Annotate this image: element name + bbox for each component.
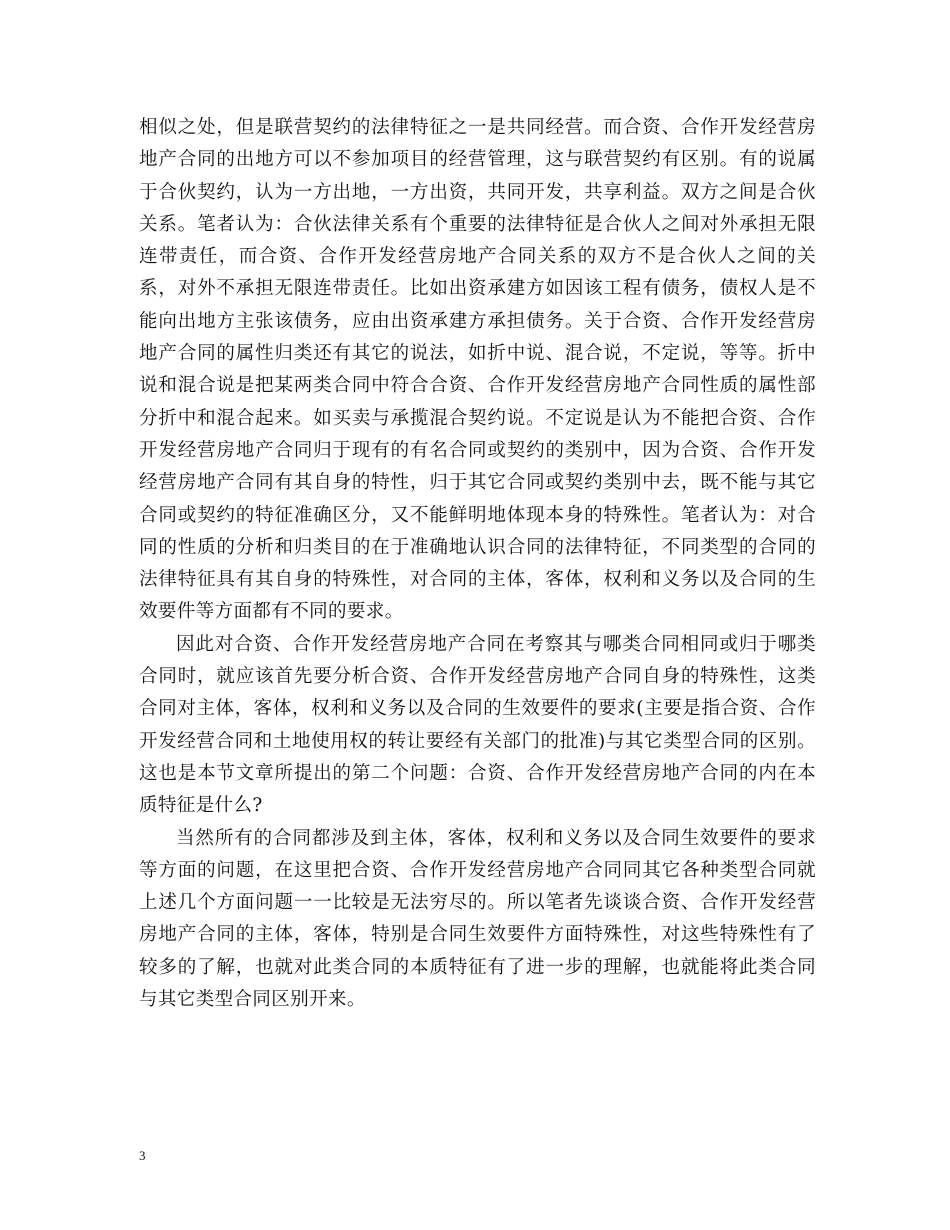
page-number: 3 [139, 1148, 146, 1163]
paragraph-1: 相似之处，但是联营契约的法律特征之一是共同经营。而合资、合作开发经营房地产合同的出地方可以不参加项目的经营管理，这与联营契约有区别。有的说属于合伙契约，认为一方出地，一方出资，共同开发，共享利益。双方之间是合伙关系。笔者认为：合伙法律关系有个重要的法律特征是合伙人之间对外承担无限连带责任，而合资、合作开发经营房地产合同关系的双方不是合伙人之间的关系，对外不承担无限连带责任。比如出资承建方如因该工程有债务，债权人是不能向出地方主张该债务，应由出资承建方承担债务。关于合资、合作开发经营房地产合同的属性归类还有其它的说法，如折中说、混合说，不定说，等等。折中说和混合说是把某两类合同中符合合资、合作开发经营房地产合同性质的属性部分折中和混合起来。如买卖与承揽混合契约说。不定说是认为不能把合资、合作开发经营房地产合同归于现有的有名合同或契约的类别中，因为合资、合作开发经营房地产合同有其自身的特性，归于其它合同或契约类别中去，既不能与其它合同或契约的特征准确区分，又不能鲜明地体现本身的特殊性。笔者认为：对合同的性质的分析和归类目的在于准确地认识合同的法律特征，不同类型的合同的法律特征具有其自身的特殊性，对合同的主体，客体，权利和义务以及合同的生效要件等方面都有不同的要求。 [139, 117, 816, 623]
paragraph-3: 当然所有的合同都涉及到主体，客体，权利和义务以及合同生效要件的要求等方面的问题，在这里把合资、合作开发经营房地产合同同其它各种类型合同就上述几个方面问题一一比较是无法穷尽的。所以笔者先谈谈合资、合作开发经营房地产合同的主体，客体，特别是合同生效要件方面特殊性，对这些特殊性有了较多的了解，也就对此类合同的本质特征有了进一步的理解，也就能将此类合同与其它类型合同区别开来。 [139, 827, 816, 1011]
paragraph-2: 因此对合资、合作开发经营房地产合同在考察其与哪类合同相同或归于哪类合同时，就应该首先要分析合资、合作开发经营房地产合同自身的特殊性，这类合同对主体，客体，权利和义务以及合同的生效要件的要求(主要是指合资、合作开发经营合同和土地使用权的转让要经有关部门的批准)与其它类型合同的区别。这也是本节文章所提出的第二个问题：合资、合作开发经营房地产合同的内在本质特征是什么? [139, 633, 816, 817]
document-body [139, 112, 816, 1016]
